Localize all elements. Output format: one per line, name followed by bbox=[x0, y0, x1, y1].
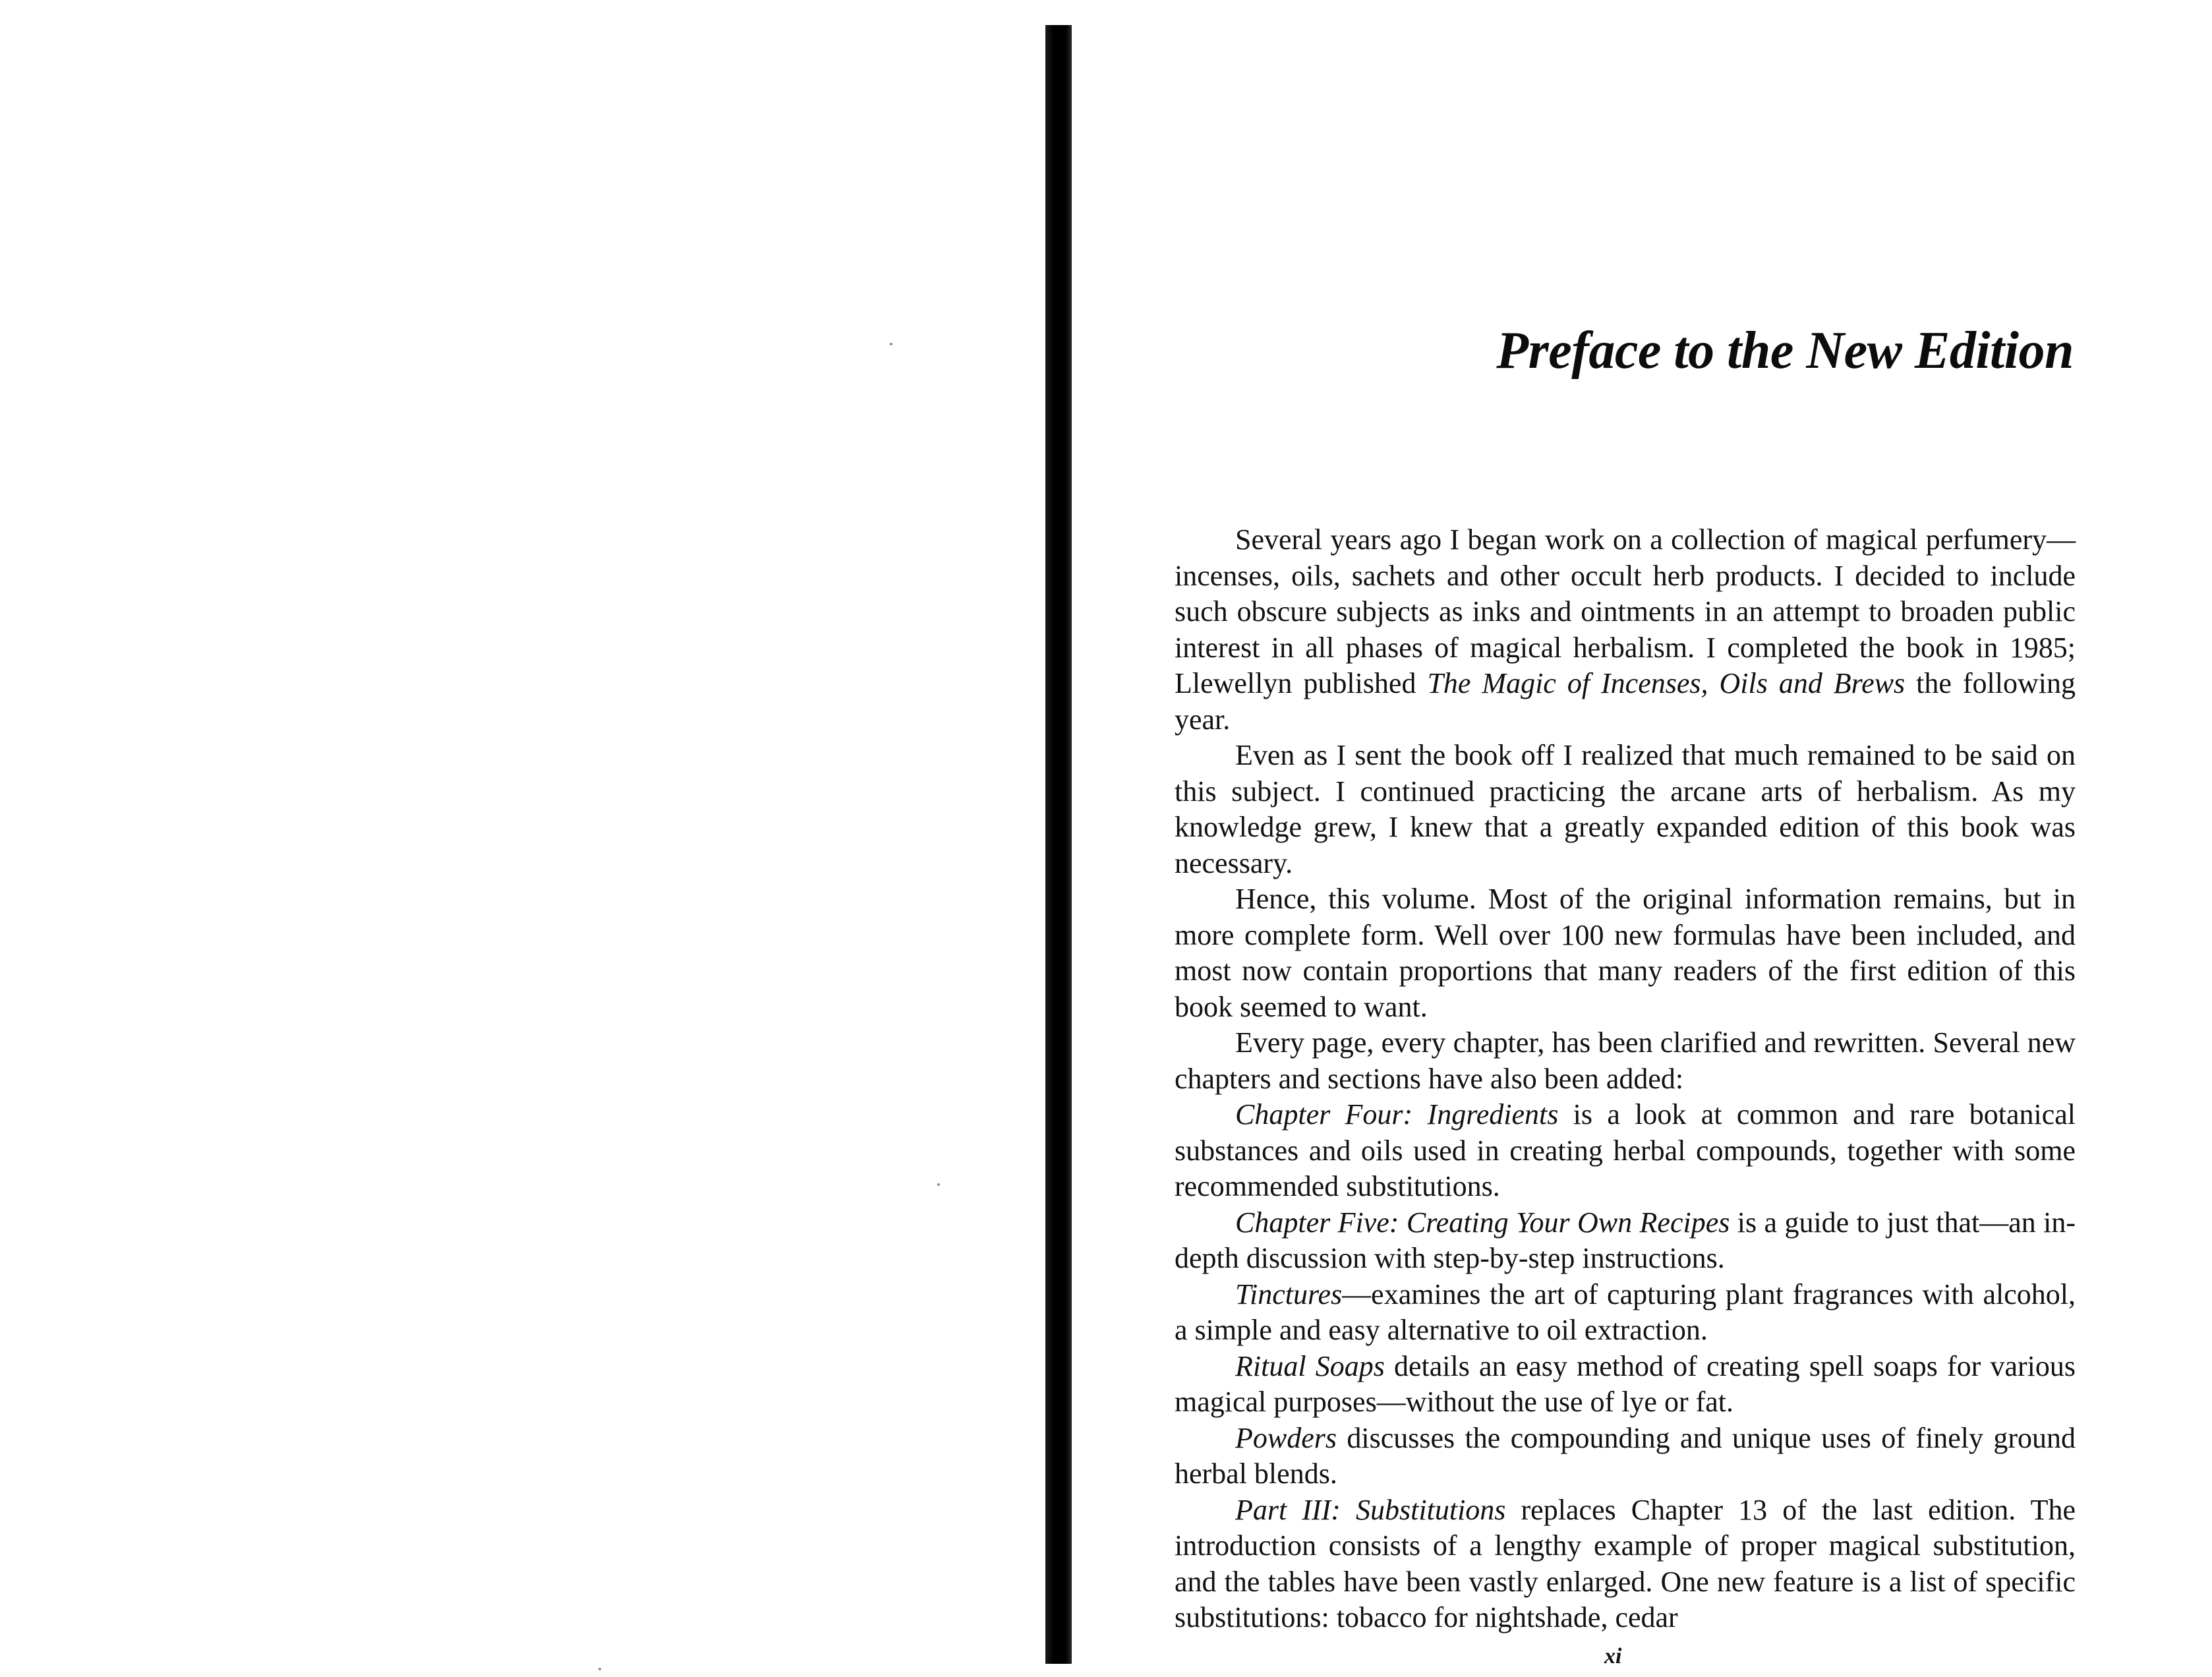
paragraph-ritual-soaps: Ritual Soaps details an easy method of creating spell soaps for various magical purposes—without the use of lye or fat. bbox=[1175, 1349, 2076, 1418]
paragraph-part-three: Part III: Substitutions replaces Chapter 13 of the last edition. The introduction consists of a lengthy example of proper magical substitution, and the tables have been vastly enlarged. One new feature is a list of specific substitutions: tobacco for nightshade, cedar bbox=[1175, 1493, 2076, 1633]
paragraph-tinctures: Tinctures—examines the art of capturing plant fragrances with alcohol, a simple and easy alternative to oil extraction. bbox=[1175, 1278, 2076, 1346]
paragraph-powders: Powders discusses the compounding and unique uses of finely ground herbal blends. bbox=[1175, 1421, 2076, 1490]
paragraph: Every page, every chapter, has been clarified and rewritten. Several new chapters and sections have also been added: bbox=[1175, 1026, 2076, 1095]
scan-speck bbox=[890, 343, 892, 345]
page-number: xi bbox=[1604, 1644, 1622, 1668]
paragraph-chapter-five: Chapter Five: Creating Your Own Recipes is a guide to just that—an in-depth discussion with step-by-step instructions. bbox=[1175, 1206, 2076, 1274]
left-page-blank bbox=[0, 0, 1045, 1677]
scan-speck bbox=[937, 1183, 940, 1186]
paragraph: Several years ago I began work on a collection of magical perfumery—incenses, oils, sachets and other occult herb products. I decided to include such obscure subjects as inks and ointments in an attempt to broaden public interest in all phases of magical herbalism. I completed the book in 1985; Llewellyn published The Magic of Incenses, Oils and Brews the following year. bbox=[1175, 523, 2076, 736]
paragraph: Even as I sent the book off I realized that much remained to be said on this subject. I continued practicing the arcane arts of herbalism. As my knowledge grew, I knew that a greatly expanded edition of this book was necessary. bbox=[1175, 739, 2076, 879]
book-spine-gutter bbox=[1045, 25, 1072, 1664]
right-page bbox=[1072, 0, 2212, 1677]
paragraph-chapter-four: Chapter Four: Ingredients is a look at common and rare botanical substances and oils used in creating herbal compounds, together with some recommended substitutions. bbox=[1175, 1098, 2076, 1202]
body-text bbox=[1175, 522, 2076, 1636]
page-title: Preface to the New Edition bbox=[1496, 322, 2074, 380]
scan-speck bbox=[598, 1668, 601, 1670]
paragraph: Hence, this volume. Most of the original information remains, but in more complete form. Well over 100 new formulas have been included, and most now contain proportions that many readers of the first edition of this book seemed to want. bbox=[1175, 883, 2076, 1023]
